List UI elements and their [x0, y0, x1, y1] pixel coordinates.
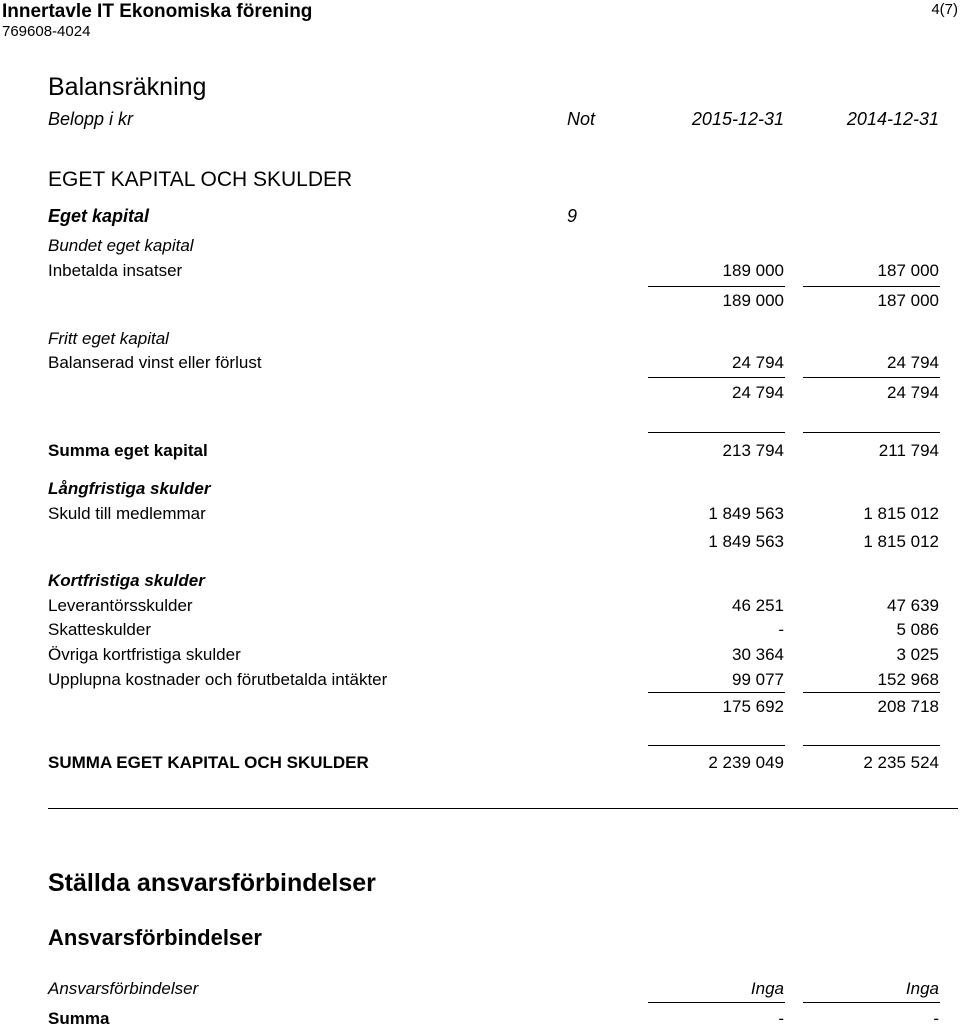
grand-total-2015: 2 239 049 — [708, 753, 784, 772]
total-rule — [803, 745, 940, 746]
subtotal-rule — [803, 1002, 940, 1003]
sum-label: Summa — [48, 1009, 110, 1028]
row-label: Skatteskulder — [48, 620, 151, 639]
year1-column-header: 2015-12-31 — [691, 109, 784, 129]
row-value-2015: 189 000 — [722, 261, 784, 280]
row-value-2015: Inga — [750, 979, 784, 998]
note-column-header: Not — [567, 109, 596, 129]
row-label: Inbetalda insatser — [48, 261, 183, 280]
page-title: Balansräkning — [48, 73, 207, 101]
subtotal-rule — [803, 286, 940, 287]
contingent-liabilities-heading: Ansvarsförbindelser — [48, 925, 262, 950]
section-title: EGET KAPITAL OCH SKULDER — [48, 168, 353, 191]
row-value-2014: 47 639 — [887, 596, 939, 615]
row-value-2014: 187 000 — [877, 261, 939, 280]
short-term-subtotal-2014: 208 718 — [877, 697, 939, 716]
section-divider — [48, 808, 958, 809]
pledged-section-title: Ställda ansvarsförbindelser — [48, 869, 376, 897]
row-value-2014: 3 025 — [896, 645, 939, 664]
row-value-2015: - — [778, 620, 784, 639]
sum-value-2015: - — [778, 1009, 784, 1028]
subtotal-rule — [648, 692, 785, 693]
long-term-subtotal-2015: 1 849 563 — [708, 532, 784, 551]
equity-note-ref: 9 — [567, 206, 578, 226]
restricted-subtotal-2014: 187 000 — [877, 291, 939, 310]
unrestricted-subtotal-2014: 24 794 — [887, 383, 939, 402]
long-term-subtotal-2014: 1 815 012 — [863, 532, 939, 551]
short-term-subtotal-2015: 175 692 — [722, 697, 784, 716]
organization-number: 769608-4024 — [2, 23, 91, 40]
total-rule — [803, 432, 940, 433]
row-value-2014: 152 968 — [877, 670, 939, 689]
organization-name: Innertavle IT Ekonomiska förening — [2, 1, 313, 22]
row-value-2015: 99 077 — [732, 670, 784, 689]
row-value-2015: 46 251 — [732, 596, 784, 615]
row-value-2015: 1 849 563 — [708, 504, 784, 523]
row-label: Upplupna kostnader och förutbetalda intäkter — [48, 670, 388, 689]
row-value-2014: 1 815 012 — [863, 504, 939, 523]
page-number: 4(7) — [931, 1, 958, 18]
row-label: Skuld till medlemmar — [48, 504, 206, 523]
row-label: Ansvarsförbindelser — [48, 979, 199, 998]
equity-total-label: Summa eget kapital — [48, 441, 208, 460]
row-label: Övriga kortfristiga skulder — [48, 645, 241, 664]
amount-unit-label: Belopp i kr — [48, 109, 134, 129]
subtotal-rule — [803, 692, 940, 693]
total-rule — [648, 745, 785, 746]
unrestricted-equity-heading: Fritt eget kapital — [48, 329, 169, 348]
short-term-liabilities-heading: Kortfristiga skulder — [48, 571, 205, 590]
row-value-2014: 5 086 — [896, 620, 939, 639]
subtotal-rule — [803, 377, 940, 378]
row-value-2014: Inga — [905, 979, 939, 998]
equity-total-2014: 211 794 — [878, 441, 939, 460]
year2-column-header: 2014-12-31 — [846, 109, 939, 129]
long-term-liabilities-heading: Långfristiga skulder — [48, 479, 211, 498]
row-label: Leverantörsskulder — [48, 596, 193, 615]
subtotal-rule — [648, 1002, 785, 1003]
subtotal-rule — [648, 286, 785, 287]
total-rule — [648, 432, 785, 433]
unrestricted-subtotal-2015: 24 794 — [732, 383, 784, 402]
restricted-equity-heading: Bundet eget kapital — [48, 236, 194, 255]
equity-heading: Eget kapital — [48, 206, 150, 226]
row-label: Balanserad vinst eller förlust — [48, 353, 262, 372]
grand-total-label: SUMMA EGET KAPITAL OCH SKULDER — [48, 753, 369, 772]
row-value-2015: 30 364 — [732, 645, 784, 664]
sum-value-2014: - — [933, 1009, 939, 1028]
restricted-subtotal-2015: 189 000 — [722, 291, 784, 310]
subtotal-rule — [648, 377, 785, 378]
row-value-2014: 24 794 — [887, 353, 939, 372]
equity-total-2015: 213 794 — [722, 441, 784, 460]
row-value-2015: 24 794 — [732, 353, 784, 372]
grand-total-2014: 2 235 524 — [863, 753, 939, 772]
